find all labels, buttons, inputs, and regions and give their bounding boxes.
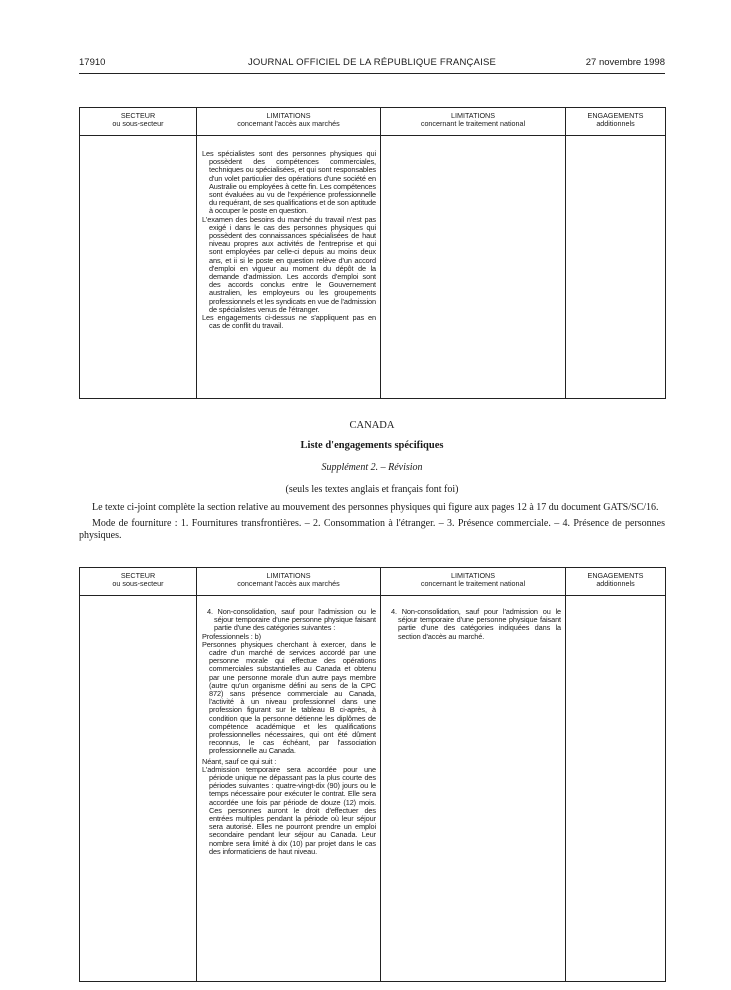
col-header-market-access: LIMITATIONS concernant l'accès aux marchés: [197, 108, 381, 136]
cell-sector: [80, 596, 197, 982]
cell-market-access: [197, 596, 381, 982]
cell-market-access: [197, 136, 381, 399]
paragraph-nt-non-consolidation: 4. Non-consolidation, sauf pour l'admission ou le séjour temporaire d'une personne physique faisant partie d'une des catégories indiquées dans la section d'accès au marché.: [391, 607, 561, 641]
commitments-table-continued: [79, 107, 666, 399]
paragraph-temporary-admission: L'admission temporaire sera accordée pour une période unique ne dépassant pas la plus courte des périodes suivantes : quatre-vingt-dix (90) jours ou le temps nécessaire pour exécuter le contrat. Elle sera accordée une fois par période de douze (12) mois. Ces personnes auront le droit d'effectuer des entrées multiples pendant la période où leur séjour sera autorisé. Elles ne pourront prendre un emploi secondaire pendant leur séjour au Canada. Leur nombre sera limité à dix (10) par projet dans le cas des informaticiens de haut niveau.: [202, 764, 376, 856]
col-header-sector: SECTEUR ou sous-secteur: [80, 568, 197, 596]
supply-mode-paragraph: Mode de fourniture : 1. Fournitures transfrontières. – 2. Consommation à l'étranger. – 3. Présence commerciale. – 4. Présence de personnes physiques.: [79, 518, 665, 541]
col-header-additional: ENGAGEMENTS additionnels: [566, 108, 666, 136]
canada-section: [79, 420, 665, 542]
paragraph-specialists: Les spécialistes sont des personnes physiques qui possèdent des compétences commerciales, techniques ou spécialisées, et qui sont responsables d'un volet particulier des opérations d'une société en Australie ou employées à cette fin. Les compétences sont évaluées au vu de l'expérience professionnelle du requérant, de ses qualifications et de son aptitude à occuper le poste en question.: [202, 149, 376, 216]
col-header-market-access: LIMITATIONS concernant l'accès aux marchés: [197, 568, 381, 596]
schedule-title: Liste d'engagements spécifiques: [300, 440, 444, 451]
page-header: [79, 57, 665, 73]
paragraph-labour-dispute: Les engagements ci-dessus ne s'appliquent pas en cas de conflit du travail.: [202, 313, 376, 331]
col-header-national-treatment: LIMITATIONS concernant le traitement national: [381, 568, 566, 596]
journal-title: JOURNAL OFFICIEL DE LA RÉPUBLIQUE FRANÇAISE: [247, 57, 497, 68]
paragraph-non-consolidation: 4. Non-consolidation, sauf pour l'admission ou le séjour temporaire d'une personne physique faisant partie d'une des catégories suivantes :: [207, 607, 376, 633]
intro-paragraph: Le texte ci-joint complète la section relative au mouvement des personnes physiques qui figure aux pages 12 à 17 du document GATS/SC/16.: [92, 502, 659, 513]
authentic-texts-note: (seuls les textes anglais et français font foi): [285, 484, 459, 495]
publication-date: 27 novembre 1998: [585, 57, 665, 68]
paragraph-none-except: Néant, sauf ce qui suit :: [202, 756, 277, 766]
col-header-additional: ENGAGEMENTS additionnels: [566, 568, 666, 596]
cell-additional: [566, 596, 666, 982]
cell-sector: [80, 136, 197, 399]
schedule-subtitle: Supplément 2. – Révision: [321, 462, 423, 473]
cell-national-treatment: [381, 596, 566, 982]
paragraph-professionals: Professionnels : b): [202, 631, 261, 641]
cell-national-treatment: [381, 136, 566, 399]
canada-commitments-table: [79, 567, 666, 982]
cell-additional: [566, 136, 666, 399]
header-rule: [79, 73, 665, 74]
paragraph-natural-persons: Personnes physiques cherchant à exercer, dans le cadre d'un marché de services accordé par une personne morale qui effectue des opérations commerciales substantielles au Canada et obtenu par une personne morale d'un autre pays membre (autre qu'un organisme défini au sens de la CPC 872) sans présence commerciale au Canada, l'activité à un niveau professionnel dans une profession figurant sur le tableau B ci-après, à condition que la personne détienne les diplômes de compétence académique et les qualifications professionnelles nécessaires, qui ont été dûment reconnus, le cas échéant, par l'association professionnelle au Canada.: [202, 639, 376, 756]
col-header-national-treatment: LIMITATIONS concernant le traitement national: [381, 108, 566, 136]
page-number: 17910: [79, 57, 106, 68]
country-heading: CANADA: [349, 420, 395, 431]
col-header-sector: SECTEUR ou sous-secteur: [80, 108, 197, 136]
paragraph-labour-market: L'examen des besoins du marché du travail n'est pas exigé i dans le cas des personnes physiques qui possèdent des connaissances spécialisées de haut niveau propres aux activités de l'entreprise et qui sont employées par celle-ci depuis au moins deux ans, et ii si le poste en question relève d'un accord d'emploi en vigueur au moment du dépôt de la demande d'admission. Les accords d'emploi sont des accords conclus entre le Gouvernement australien, les employeurs ou les groupements professionnels et les syndicats en vue de l'admission de spécialistes venus de l'étranger.: [202, 214, 376, 314]
